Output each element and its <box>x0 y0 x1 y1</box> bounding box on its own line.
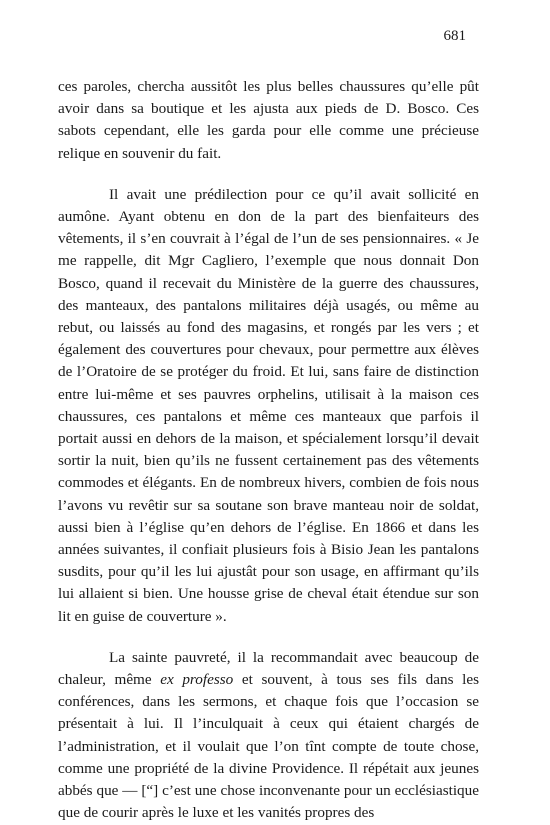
paragraph-3 <box>58 647 479 825</box>
paragraph-3-text-a: La sainte pauvreté, il la recommandait avec beaucoup de chaleur, même <box>58 648 479 689</box>
paragraph-1-text: ces paroles, chercha aussitôt les plus belles chaussures qu’elle pût avoir dans sa boutique et les ajusta aux pieds de D. Bosco. Ces sabots cependant, elle les garda pour elle comme une précieuse relique en souvenir du fait. <box>58 78 479 162</box>
paragraph-1 <box>58 76 479 165</box>
paragraph-2-text: Il avait une prédilection pour ce qu’il avait sollicité en aumône. Ayant obtenu en don de la part des bienfaiteurs des vêtements, il s’en couvrait à l’égal de l’un de ses pensionnaires. « Je me rappelle, dit Mgr Cagliero, l’exemple que nous donnait Don Bosco, quand il recevait du Ministère de la guerre des chaussures, des manteaux, des pantalons militaires déjà usagés, ou même au rebut, ou laissés au fond des magasins, et rongés par les vers ; et également des couvertures pour chevaux, pour permettre aux élèves de l’Oratoire de se protéger du froid. Et lui, sans faire de distinction entre lui-même et ses pauvres orphelins, utilisait à la maison ces chaussures, ces pantalons et même ces manteaux que parfois il portait aussi en dehors de la maison, et spécialement lorsqu’il devait sortir la nuit, bien qu’ils ne fussent certainement pas des vêtements commodes et élégants. En de nombreux hivers, combien de fois nous l’avons vu revêtir sur sa soutane son brave manteau noir de soldat, aussi bien à l’église qu’en dehors de l’église. En 1866 et dans les années suivantes, il confiait plusieurs fois à Bisio Jean les pantalons susdits, pour qu’il les lui ajustât pour son usage, en affirmant qu’ils lui allaient si bien. Une housse grise de cheval était étendue sur son lit en guise de couverture ». <box>58 185 479 625</box>
paragraph-3-text-b: et souvent, à tous ses fils dans les conférences, dans les sermons, et chaque fois que l’occasion se présentait à lui. Il l’inculquait à ceux qui étaient chargés de l’administration, et il voulait que l’on tînt compte de toute chose, comme une propriété de la divine Providence. Il répétait aux jeunes abbés que — [“] c’est une chose inconvenante pour un ecclésiastique que de courir après le luxe et les vanités propres des <box>58 671 479 822</box>
paragraph-3-italic-phrase: ex professo <box>160 671 234 689</box>
page-number: 681 <box>443 28 466 44</box>
body-text <box>58 76 479 825</box>
paragraph-2 <box>58 184 479 628</box>
